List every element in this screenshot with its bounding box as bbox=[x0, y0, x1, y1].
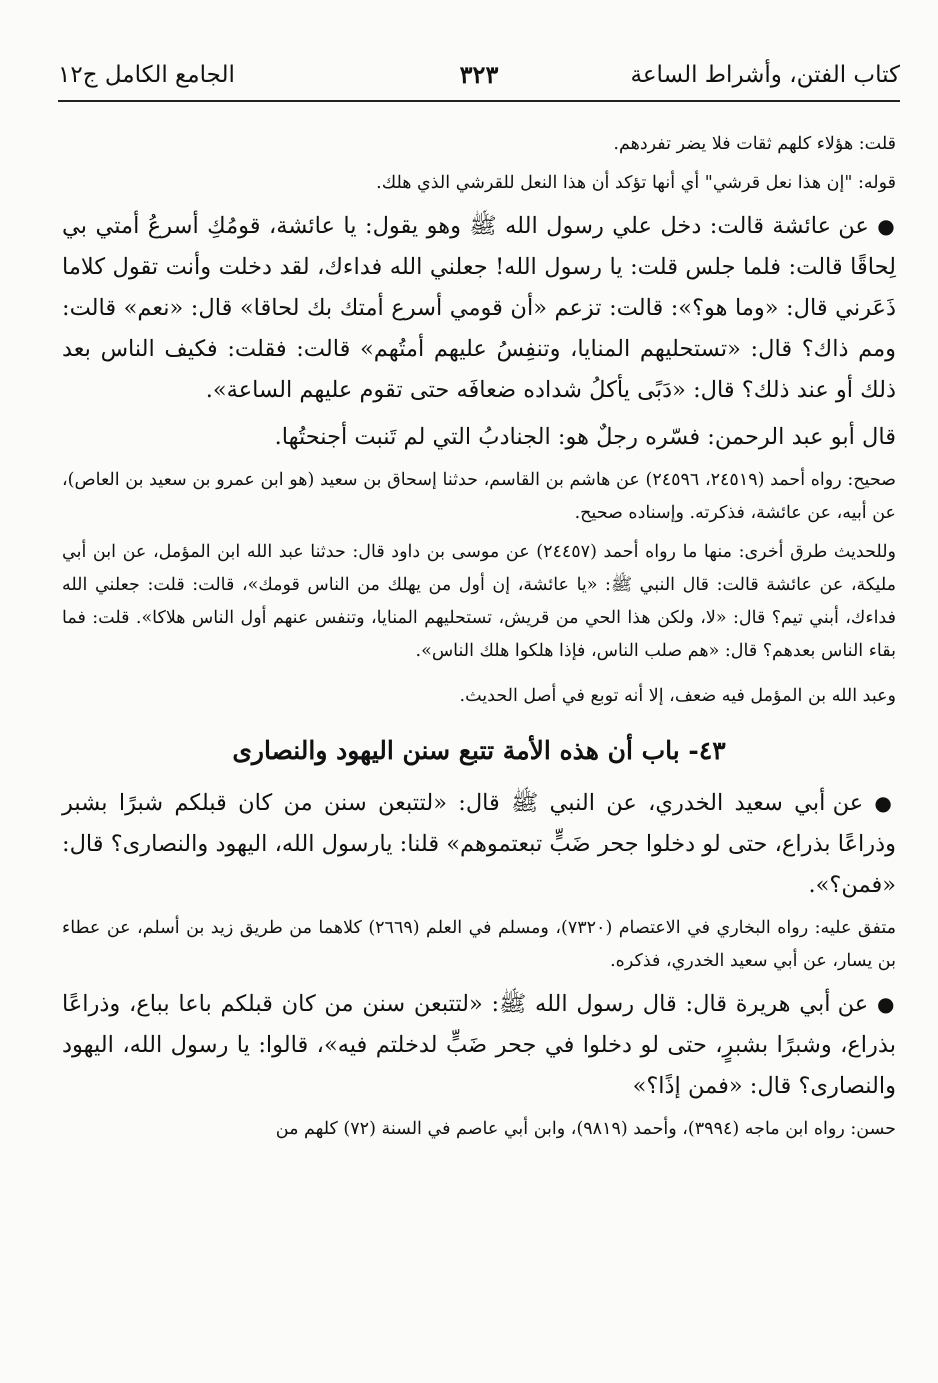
takhrij-paragraph: متفق عليه: رواه البخاري في الاعتصام (٧٣٢٠)، ومسلم في العلم (٢٦٦٩) كلاهما من طريق زيد بن أسلم، عن عطاء بن يسار، عن أبي سعيد الخدري، فذكره. bbox=[62, 918, 896, 971]
hadith-text: عن عائشة قالت: دخل علي رسول الله ﷺ وهو يقول: يا عائشة، قومُكِ أسرعُ أمتي بي لِحاقًا قالت: فلما جلس قلت: يا رسول الله! جعلني الله فداءك، لقد دخلت وأنت تقول كلاما ذَعَرني قال: «وما هو؟»: قالت: تزعم «أن قومي أسرع أمتك بك لحاقا» قال: «نعم» قالت: ومم ذاك؟ قال: «تستحليهم المنايا، وتنفِسُ عليهم أمتُهم» قالت: فقلت: فكيف الناس بعد ذلك أو عند ذلك؟ قال: «دَبًى يأكلُ شداده ضعافَه حتى تقوم عليهم الساعة». bbox=[62, 213, 896, 403]
commentary-paragraph: قوله: "إن هذا نعل قرشي" أي أنها تؤكد أن هذا النعل للقرشي الذي هلك. bbox=[376, 173, 896, 193]
commentary-paragraph: قلت: هؤلاء كلهم ثقات فلا يضر تفردهم. bbox=[613, 134, 896, 154]
bullet-icon: ● bbox=[877, 214, 897, 238]
takhrij-paragraph: صحيح: رواه أحمد (٢٤٥١٩، ٢٤٥٩٦) عن هاشم بن القاسم، حدثنا إسحاق بن سعيد (هو ابن عمرو بن سعيد بن العاص)، عن أبيه، عن عائشة، فذكرته. وإسناده صحيح. bbox=[62, 470, 896, 523]
hadith-text: عن أبي هريرة قال: قال رسول الله ﷺ: «لتتبعن سنن من كان قبلكم باعا بباع، وذراعًا بذراع، وشبرًا بشبرٍ، حتى لو دخلوا في جحر ضَبٍّ لدخلتم فيه»، قالوا: يا رسول الله، اليهود والنصارى؟ قال: «فمن إذًا؟» bbox=[62, 991, 896, 1099]
takhrij-paragraph: حسن: رواه ابن ماجه (٣٩٩٤)، وأحمد (٩٨١٩)، وابن أبي عاصم في السنة (٧٢) كلهم من bbox=[275, 1119, 896, 1139]
series-title: الجامع الكامل ج١٢ bbox=[58, 62, 235, 88]
bullet-icon: ● bbox=[876, 992, 896, 1016]
hadith-note: قال أبو عبد الرحمن: فسّره رجلٌ هو: الجنادبُ التي لم تَنبت أجنحتُها. bbox=[274, 424, 896, 450]
hadith-text: عن أبي سعيد الخدري، عن النبي ﷺ قال: «لتتبعن سنن من كان قبلكم شبرًا بشبر وذراعًا بذراع، حتى لو دخلوا جحر ضَبٍّ تبعتموهم» قلنا: يارسول الله، اليهود والنصارى؟ قال: «فمن؟». bbox=[62, 790, 896, 898]
chapter-heading: ٤٣- باب أن هذه الأمة تتبع سنن اليهود والنصارى bbox=[232, 736, 726, 765]
takhrij-paragraph: وللحديث طرق أخرى: منها ما رواه أحمد (٢٤٤٥٧) عن موسى بن داود قال: حدثنا عبد الله ابن المؤمل، عن ابن أبي مليكة، عن عائشة قالت: قال النبي ﷺ: «يا عائشة، إن أول من يهلك من الناس قومك»، قالت: قلت: جعلني الله فداءك، أبني تيم؟ قال: «لا، ولكن هذا الحي من قريش، تستحليهم المنايا، وتنفس عنهم أول الناس هلاكا». قلت: فما بقاء الناس بعدهم؟ قال: «هم صلب الناس، فإذا هلكوا هلك الناس». bbox=[62, 542, 896, 661]
hadith-paragraph bbox=[62, 984, 896, 1107]
page-number: ٣٢٣ bbox=[459, 60, 499, 89]
hadith-paragraph bbox=[62, 783, 896, 906]
page-header bbox=[58, 58, 900, 102]
bullet-icon: ● bbox=[874, 791, 897, 815]
page-body bbox=[62, 128, 896, 1146]
book-title: كتاب الفتن، وأشراط الساعة bbox=[630, 62, 900, 88]
hadith-paragraph bbox=[62, 206, 896, 411]
takhrij-paragraph: وعبد الله بن المؤمل فيه ضعف، إلا أنه توبع في أصل الحديث. bbox=[459, 686, 896, 706]
